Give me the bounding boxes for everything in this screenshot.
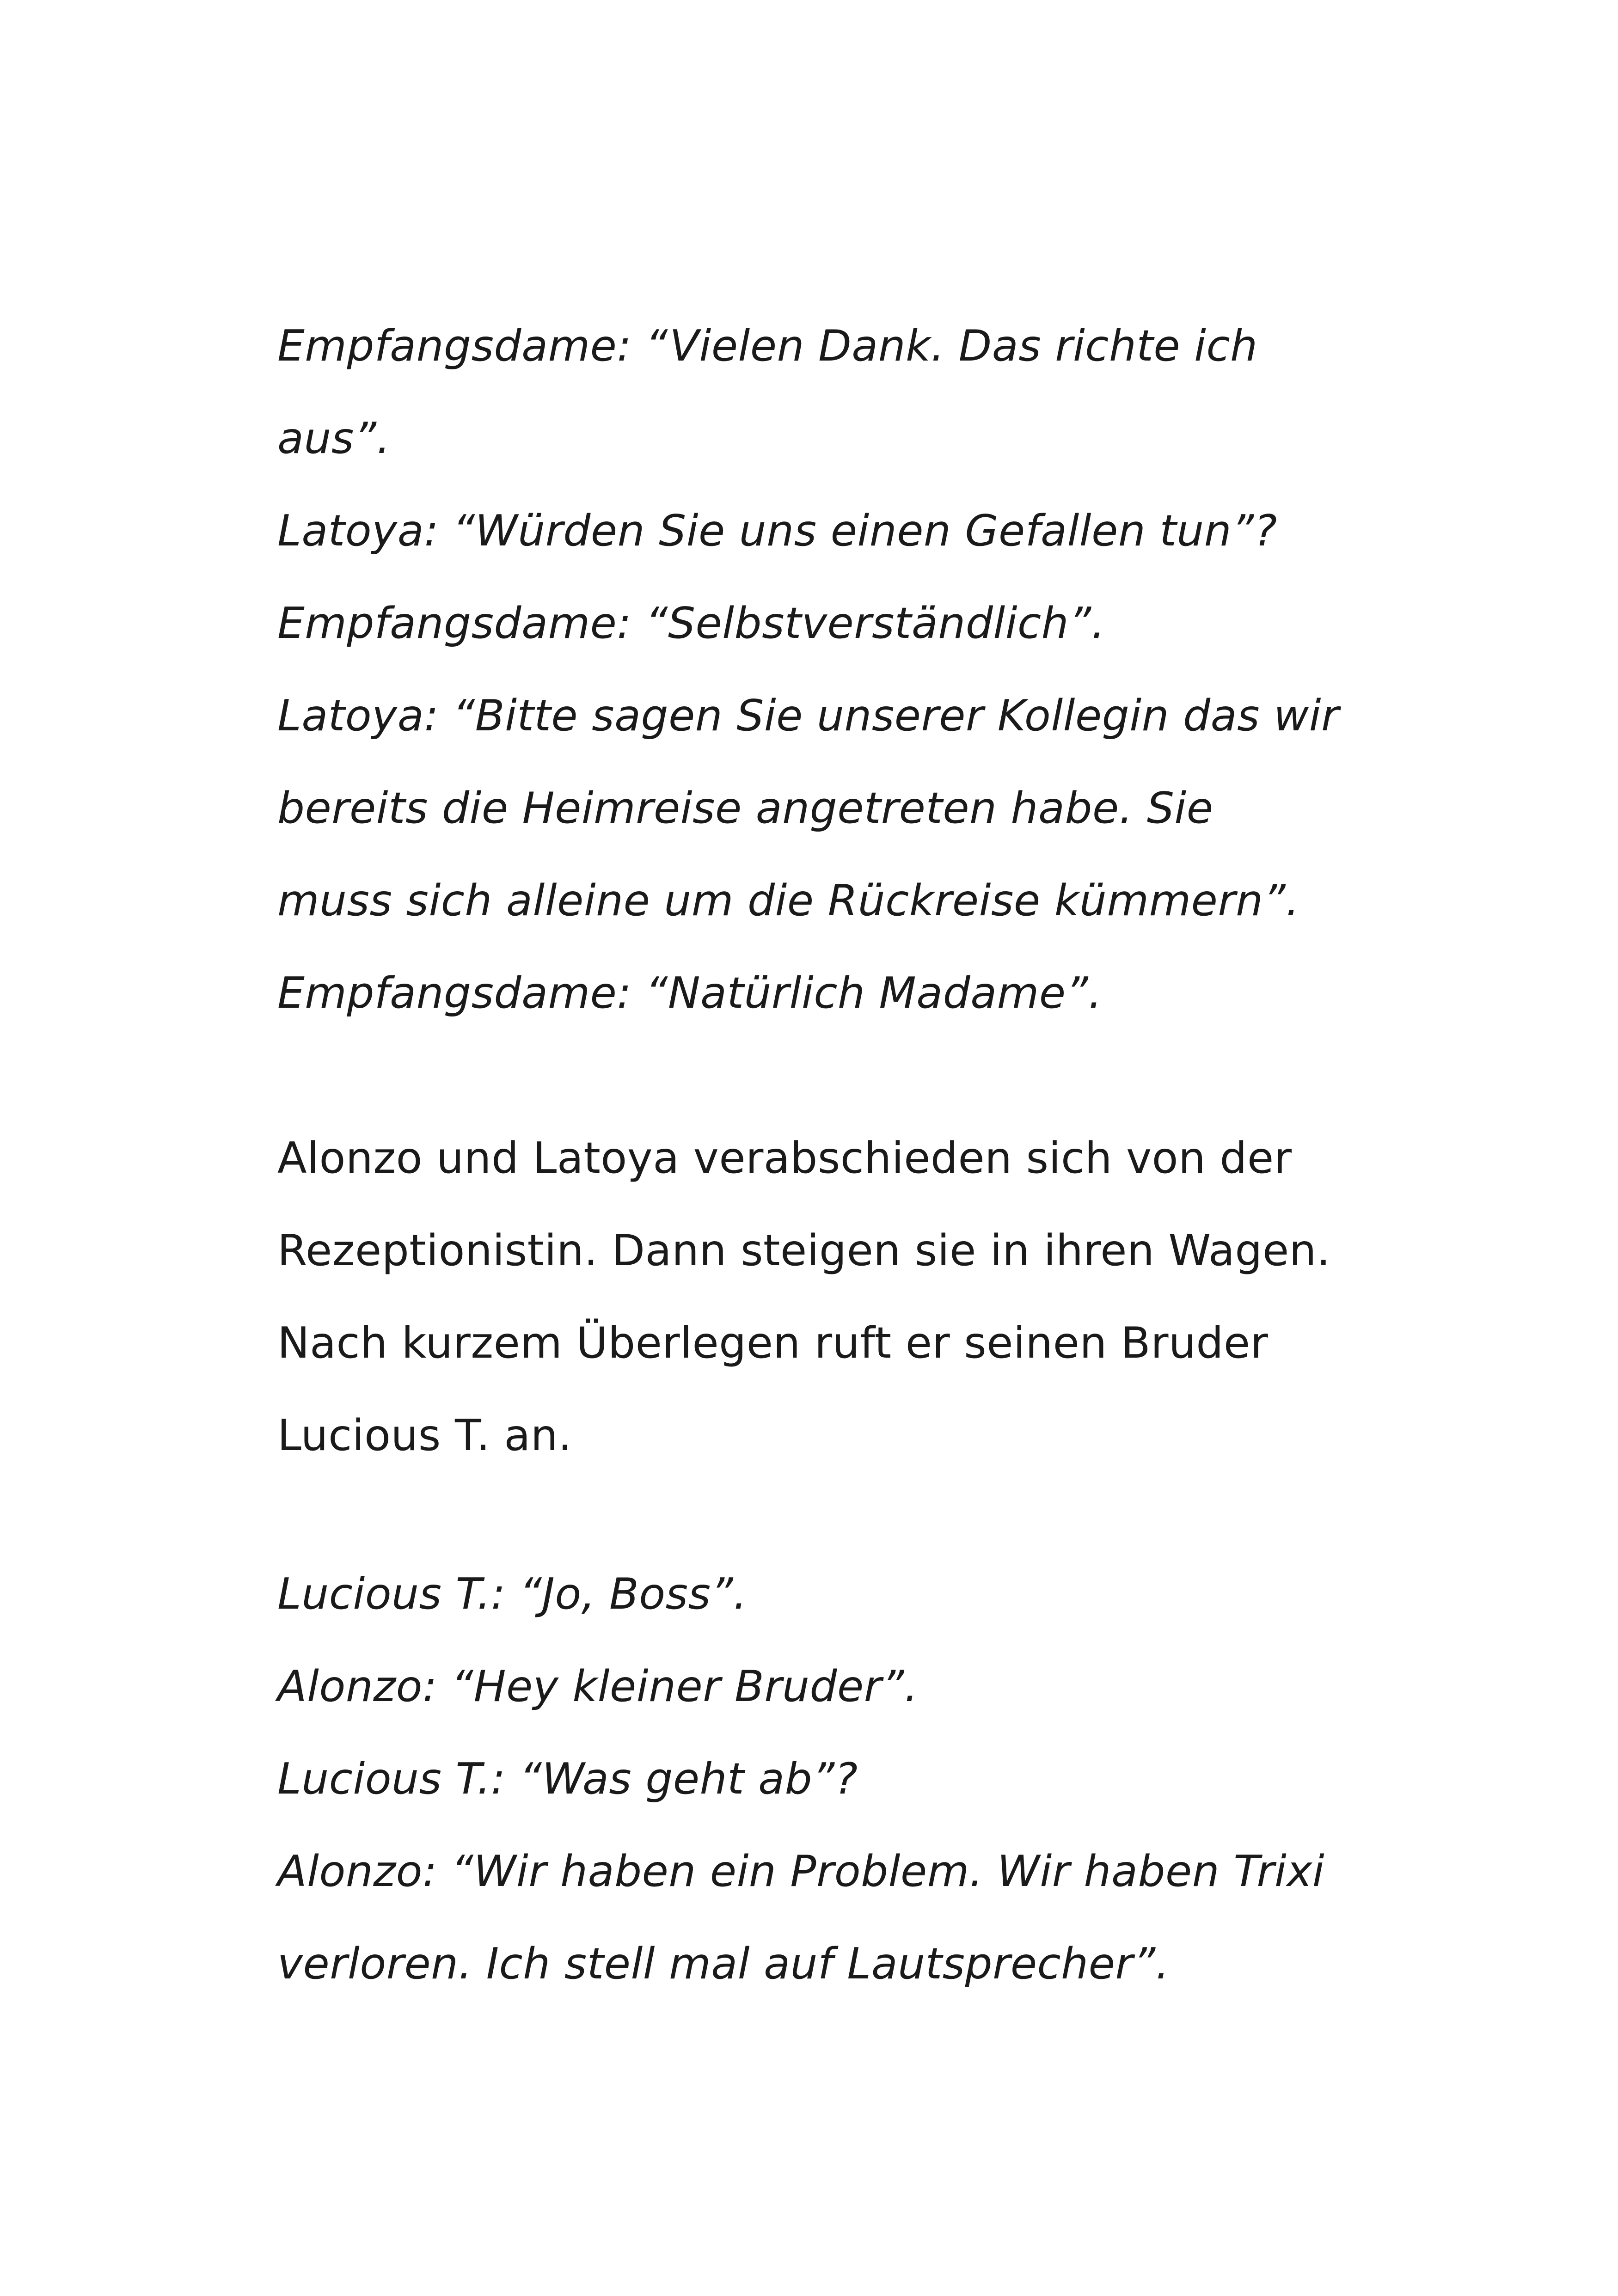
dialogue-line: Alonzo: “Hey kleiner Bruder”. [277, 1661, 919, 1711]
dialogue-line: Lucious T.: “Was geht ab”? [277, 1754, 858, 1804]
dialogue-line: aus”. [277, 413, 391, 463]
narration-paragraph [277, 1112, 1387, 1482]
dialogue-line: Latoya: “Würden Sie uns einen Gefallen tun”? [277, 506, 1277, 556]
dialogue-line: Empfangsdame: “Natürlich Madame”. [277, 968, 1103, 1018]
dialogue-block-reception [277, 300, 1387, 1039]
dialogue-line: verloren. Ich stell mal auf Lautsprecher”. [277, 1939, 1170, 1989]
dialogue-line: muss sich alleine um die Rückreise kümmern”. [277, 876, 1300, 925]
dialogue-line: Empfangsdame: “Vielen Dank. Das richte ich [277, 321, 1258, 371]
narration-line: Rezeptionistin. Dann steigen sie in ihren Wagen. [277, 1225, 1331, 1275]
narration-line: Lucious T. an. [277, 1410, 572, 1460]
dialogue-line: Alonzo: “Wir haben ein Problem. Wir haben Trixi [277, 1846, 1325, 1896]
narration-line: Alonzo und Latoya verabschieden sich von der [277, 1133, 1292, 1183]
dialogue-line: bereits die Heimreise angetreten habe. Sie [277, 783, 1214, 833]
dialogue-line: Lucious T.: “Jo, Boss”. [277, 1569, 748, 1619]
dialogue-line: Empfangsdame: “Selbstverständlich”. [277, 598, 1105, 648]
dialogue-block-phone-call [277, 1548, 1387, 2010]
dialogue-line: Latoya: “Bitte sagen Sie unserer Kollegin das wir [277, 691, 1339, 741]
narration-line: Nach kurzem Überlegen ruft er seinen Bruder [277, 1318, 1269, 1368]
